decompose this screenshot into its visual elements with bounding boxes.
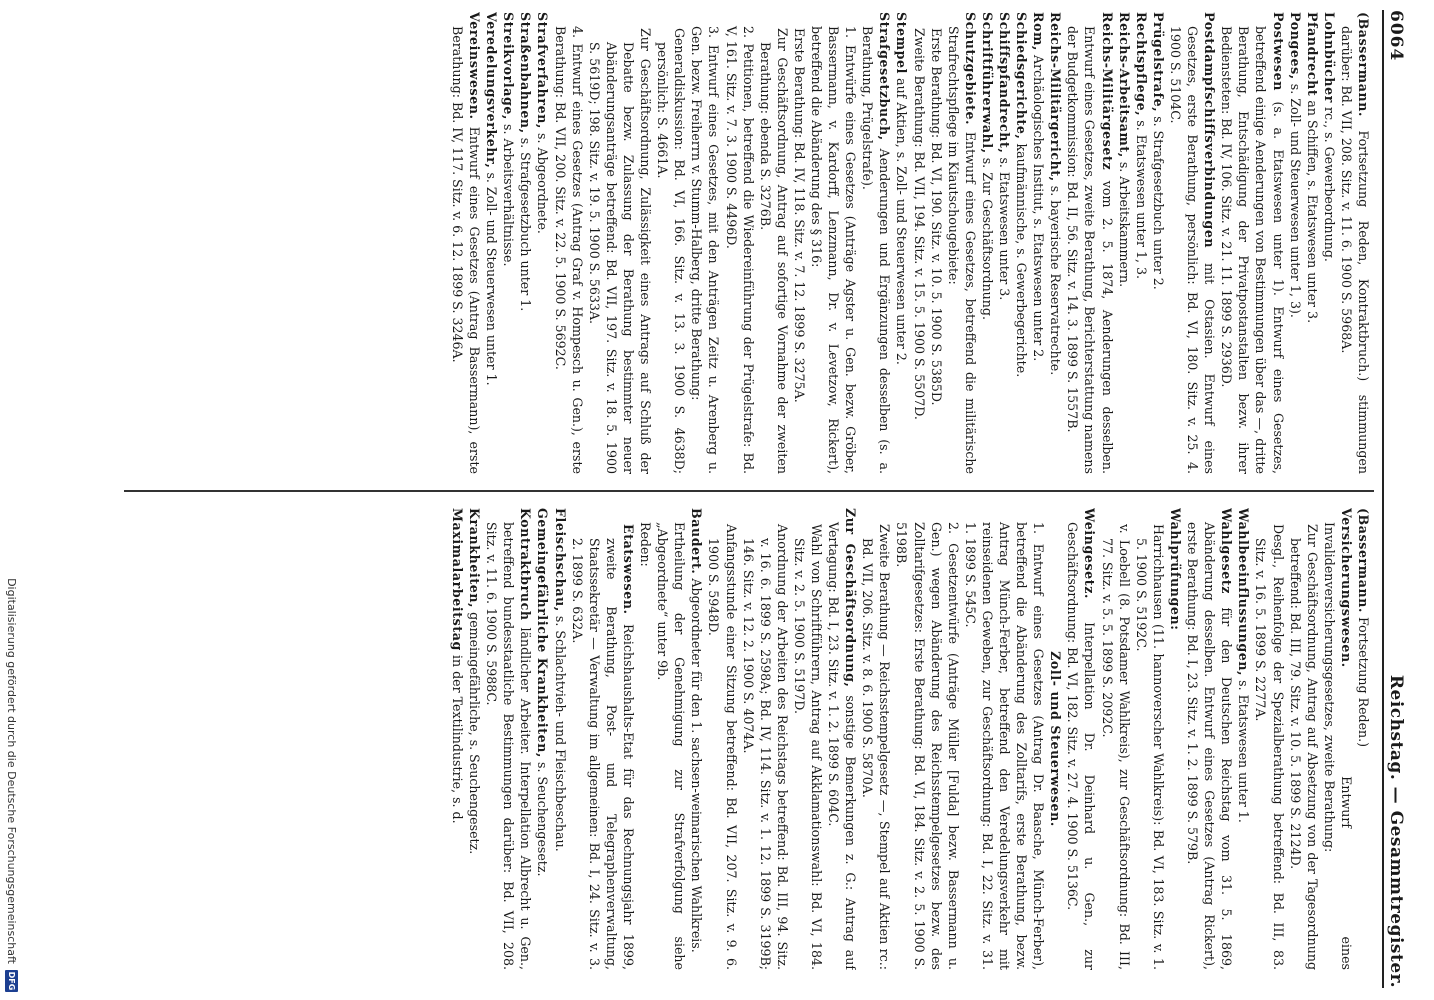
index-entry [534, 12, 551, 474]
index-entry [1235, 508, 1252, 970]
entry-keyword: Lohnbücher [1321, 12, 1337, 104]
entry-text: sonstige Bemerkungen z. G.: Antrag auf Vertagung: Bd. I, 23. Sitz. v. 1. 2. 1899 S. 604C. [826, 522, 859, 970]
entry-text: v. Loebell (8. Potsdamer Wahlkreis), zur Geschäftsordnung: Bd. III, 77. Sitz. v. 5. 5. 1899 S. 2092C. [1099, 524, 1132, 970]
entry-text: (s. a. Etatswesen unter 1). Entwurf eines Gesetzes, betreffend einige Aenderungen von Bestimmungen über das —, dritte Berathung, Entschädigung der Privatpostanstalten bezw. ihrer Bediensteten: Bd. IV, 106. Sitz. v. 21. 11. 1899 S. 2936D. [1219, 26, 1286, 474]
index-entry [1321, 508, 1355, 970]
entry-text: mit Ostasien. Entwurf eines Gesetzes, erste Berathung, persönlich: Bd. VI, 180. Sitz. v. 25. 4. 1900 S. 5104C. [1167, 26, 1218, 474]
entry-keyword: Baudert. [689, 508, 705, 575]
entry-text: s. Zoll- und Steuerwesen unter 1, 3). [1287, 79, 1303, 318]
index-entry [1167, 508, 1184, 970]
entry-text: Zur Geschäftsordnung, Antrag auf sofortige Vornahme der zweiten Berathung: ebenda S. 3276B. [757, 28, 790, 474]
entry-keyword: Vereinswesen. [467, 12, 483, 120]
entry-keyword: Rechtspflege, [1133, 12, 1149, 117]
index-entry [637, 508, 654, 970]
page-number: 6064 [1386, 10, 1406, 62]
entry-keyword: Zur Geschäftsordnung, [843, 508, 859, 688]
index-entry [705, 508, 739, 970]
entry-text: rc., s. Gewerbeordnung. [1321, 103, 1337, 262]
index-entry [979, 12, 996, 474]
dfg-credit: Digitalisierung gefördert durch die Deutsche Forschungsgemeinschaft [5, 578, 19, 964]
entry-keyword: Postwesen [1270, 12, 1286, 91]
entry-text: 1. Entwurf eines Gesetzes (Antrag Dr. Baasche, Münch-Ferber), betreffend die Abänderung des Zolltarifs, erste Berathung, bezw. Antrag Münch-Ferber, betreffend den Veredelungsverkehr mit reinseidenen Geweben, zur Geschäftsordnung: Bd. I, 22. Sitz. v. 31. 1. 1899 S. 545C. [962, 522, 1047, 970]
entry-keyword: Versicherungswesen. [1338, 508, 1354, 668]
index-entry [1287, 12, 1304, 474]
entry-text: s. Arbeitsverhältnisse. [501, 119, 517, 267]
index-entry [483, 508, 534, 970]
entry-keyword: Wahlprüfungen: [1167, 508, 1183, 631]
index-entry [449, 508, 466, 970]
index-entry [517, 12, 534, 474]
footer [4, 0, 20, 1000]
index-entry [569, 508, 637, 970]
entry-keyword: Strafgesetzbuch, [877, 12, 893, 141]
index-entry [1287, 508, 1321, 970]
entry-text: Zur Geschäftsordnung, Zulässigkeit eines Antrags auf Schluß der Debatte bezw. Zulassung der Berathung bestimmter neuer Abänderungsanträge betreffend: Bd. VII, 197. Sitz. v. 18. 5. 1900 S. 5619D; 198. Sitz. v. 19. 5. 1900 S. 5633A. [586, 28, 654, 474]
index-entry [1133, 508, 1167, 970]
index-entry [534, 508, 551, 970]
entry-text: in der Textilindustrie, s. d. [450, 650, 466, 824]
index-entry [1099, 508, 1133, 970]
index-entry [757, 12, 791, 474]
index-entry [1047, 508, 1064, 970]
dfg-logo-icon: DFG [7, 971, 17, 991]
entry-text: Abgeordneter für den 1. sachsen-weimarischen Wahlkreis. [689, 574, 705, 953]
index-entry [1116, 12, 1133, 474]
index-entry [859, 508, 893, 970]
entry-text: gemeingefährliche, s. Seuchengesetz. [467, 608, 483, 855]
entry-text: für den Deutschen Reichstag vom 31. 5. 1869, Abänderung desselben. Entwurf eines Gesetzes (Antrag Rickert), erste Berathung: Bd. I, 23. Sitz. v. 1. 2. 1899 S. 579B. [1185, 522, 1235, 970]
entry-keyword: Postdampfschiffsverbindungen [1202, 12, 1218, 249]
entry-text: Zweite Berathung: Bd. VII, 194. Sitz. v. 15. 5. 1900 S. 5507D. [911, 28, 927, 420]
entry-text: s. Schlachtvieh- und Fleischbeschau. [552, 611, 568, 852]
entry-keyword: (Bassermann. [1356, 12, 1371, 117]
entry-keyword: Gemeingefährliche Krankheiten, [535, 508, 551, 758]
entry-text: s. Strafgesetzbuch unter 2. [1150, 112, 1166, 290]
entry-text: Erste Berathung: Bd. IV, 118. Sitz. v. 7. 12. 1899 S. 3275A. [791, 28, 807, 403]
entry-text: Entwurf eines Invalidenversicherungsgesetzes, zweite Berathung: [1321, 522, 1354, 970]
entry-keyword: Etatswesen. [620, 524, 636, 615]
entry-text: s. Zur Geschäftsordnung. [979, 153, 995, 320]
entry-keyword: Wahlbeeinflussungen, [1236, 508, 1252, 677]
page-header [1382, 10, 1416, 988]
entry-keyword: Schiffspfandrecht, [997, 12, 1013, 154]
index-entry [586, 12, 654, 474]
entry-text: 2. Gesetzentwürfe (Anträge Müller [Fulda] bezw. Bassermann u. Gen.) wegen Abänderung des Reichsstempelgesetzes bezw. des Zolltarifgesetzes: Erste Berathung: Bd. VI, 184. Sitz. v. 2. 5. 1900 S. 5198B. [894, 522, 961, 970]
index-entry [552, 12, 586, 474]
entry-text: 1. Entwürfe eines Gesetzes (Anträge Agster u. Gen. bezw. Gröber, Bassermann, v. Kardorff, Lenzmann, Dr. v. Levetzow, Rickert), betreffend die Abänderung des § 316: [809, 26, 859, 474]
index-entry [825, 508, 859, 970]
entry-text: Desgl., Reihenfolge der Spezialberathung betreffend: Bd. III, 83. Sitz. v. 16. 5. 1899 S. 2277A. [1253, 524, 1286, 970]
entry-keyword: Reichs-Militärgericht, [1048, 12, 1064, 182]
entry-text: Zweite Berathung — Reichsstempelgesetz —, Stempel auf Aktien rc.: Bd. VII, 206. Sitz. v. 8. 6. 1900 S. 5870A. [860, 524, 893, 970]
entry-text: vom 2. 5. 1874, Aenderungen desselben. Entwurf eines Gesetzes, zweite Berathung, Berichterstattung namens der Budgetkommission: Bd. II, 56. Sitz. v. 14. 3. 1899 S. 1557B. [1065, 26, 1115, 474]
entry-text: Aenderungen und Ergänzungen desselben (s. a. Berathung, Prügelstrafe). [860, 26, 893, 474]
entry-text: Archäologisches Institut, s. Etatswesen unter 2. [1031, 50, 1047, 362]
entry-keyword: Reichs-Arbeitsamt, [1116, 12, 1132, 158]
index-entry [1030, 12, 1047, 474]
entry-text: kaufmännische, s. Gewerbegerichte. [1014, 139, 1030, 378]
entry-text: Reichshaushalts-Etat für das Rechnungsjahr 1899, zweite Berathung, Post- und Telegraphenverwaltung, Staatssekretär — Verwaltung im allgemeinen: Bd. I, 24. Sitz. v. 3. 2. 1899 S. 632A. [569, 538, 636, 970]
entry-keyword: Pongees, [1287, 12, 1303, 80]
entry-text: Anfangsstunde einer Sitzung betreffend: Bd. VII, 207. Sitz. v. 9. 6. 1900 S. 5948D. [706, 524, 739, 970]
entry-text: s. Strafgesetzbuch unter 1. [518, 133, 534, 312]
entry-text: 2. Petitionen, betreffend die Wiedereinführung der Prügelstrafe: Bd. V, 161. Sitz. v. 7. 3. 1900 S. 4496D. [723, 26, 756, 474]
entry-text: auf Aktien, s. Zoll- und Steuerwesen unter 2. [894, 74, 910, 365]
entry-keyword: Streikvorlage, [501, 12, 517, 120]
index-entry [996, 12, 1013, 474]
right-column [42, 508, 1372, 970]
column-divider [124, 490, 1374, 492]
index-entry [893, 508, 961, 970]
entry-text: Fortsetzung Reden.) [1356, 612, 1371, 748]
index-entry [552, 508, 569, 970]
index-entry [1252, 508, 1286, 970]
entry-text: Reden: [638, 522, 654, 567]
entry-keyword: Kontraktbruch [518, 508, 534, 621]
entry-keyword: Weingesetz. [1082, 508, 1098, 599]
index-entry [1133, 12, 1150, 474]
entry-text: s. Etatswesen unter 3. [997, 153, 1013, 301]
entry-text: 3. Entwurf eines Gesetzes, mit den Anträgen Zeitz u. Arenberg u. Gen. bezw. Freiherrn v. Stumm-Halberg, dritte Berathung: [689, 26, 722, 474]
entry-text: s. Etatswesen unter 1, 3. [1133, 116, 1149, 280]
entry-keyword: Reichs-Militärgesetz [1099, 12, 1115, 171]
index-entry [688, 508, 705, 970]
entry-keyword: Straßenbahnen, [518, 12, 534, 134]
entry-text: s. Zoll- und Steuerwesen unter 1. [484, 168, 500, 386]
entry-text: Anordnung der Arbeiten des Reichstags betreffend: Bd. III, 94. Sitz. v. 16. 6. 1899 S. 2598A; Bd. IV, 114. Sitz. v. 1. 12. 1899 S. 3199B; 146. Sitz. v. 12. 2. 1900 S. 4074A. [740, 524, 790, 970]
entry-text: 4. Entwurf eines Gesetzes (Antrag Graf v. Hompesch u. Gen.), erste Berathung: Bd. VII, 200. Sitz. v. 22. 5. 1900 S. 5692C. [552, 26, 585, 474]
index-entry [654, 12, 688, 474]
entry-keyword: Maximalarbeitstag [450, 508, 466, 651]
entry-keyword: (Bassermann. [1356, 508, 1371, 613]
index-entry [1184, 508, 1235, 970]
entry-text: Interpellation Dr. Deinhard u. Gen., zur Geschäftsordnung: Bd. VI, 182. Sitz. v. 27. 4. 1900 S. 5136C. [1065, 522, 1098, 970]
entry-text: Generaldiskussion: Bd. VI, 166. Sitz. v. 13. 3. 1900 S. 4638D; persönlich: S. 4661A. [655, 28, 688, 474]
entry-keyword: Pfandrecht [1304, 12, 1320, 97]
index-entry [1013, 12, 1030, 474]
entry-keyword: Strafverfahren, [535, 12, 551, 130]
entry-text: Wahl von Schriftführern, Antrag auf Akklamationswahl: Bd. VI, 184. Sitz. v. 2. 5. 1900 S. 5197D. [791, 524, 824, 970]
entry-text: Ertheilung der Genehmigung zur Strafverfolgung siehe „Abgeordnete“ unter 9b. [655, 522, 688, 970]
index-entry [654, 508, 688, 970]
index-entry [928, 12, 945, 474]
index-entry [1321, 12, 1338, 474]
index-entry [791, 508, 825, 970]
index-entry [1338, 12, 1372, 474]
left-column [42, 12, 1372, 474]
entry-keyword: Schriftführerwahl, [979, 12, 995, 154]
index-entry [1304, 12, 1321, 474]
entry-text: s. Etatswesen unter 1. [1236, 676, 1252, 823]
index-entry [1218, 12, 1286, 474]
entry-text: Erste Berathung: Bd. VI, 190. Sitz. v. 10. 5. 1900 S. 5385D. [928, 28, 944, 406]
index-entry [1150, 12, 1167, 474]
index-entry [449, 12, 483, 474]
index-entry [740, 508, 791, 970]
running-title: Reichstag. — Gesammtregister. [1386, 674, 1406, 988]
entry-text: ländlicher Arbeiter. Interpellation Albrecht u. Gen., betreffend bundesstaatliche Bestimmungen darüber: Bd. VII, 208. Sitz. v. 11. 6. 1900 S. 5988C. [484, 522, 534, 970]
index-entry [893, 12, 910, 474]
index-entry [1047, 12, 1064, 474]
entry-keyword: Fleischschau, [552, 508, 568, 612]
entry-text: an Schiffen, s. Etatswesen unter 3. [1304, 96, 1320, 324]
entry-keyword: Rom, [1031, 12, 1047, 51]
index-entry [500, 12, 517, 474]
entry-keyword: Schutzgebiete. [962, 12, 978, 126]
index-entry [722, 12, 756, 474]
index-entry [688, 12, 722, 474]
entry-text: Entwurf eines Gesetzes, betreffend die militärische Strafrechtspflege im Kiautschougebiete: [945, 26, 978, 474]
entry-text: Entwurf eines Gesetzes (Antrag Bassermann), erste Berathung: Bd. IV, 117. Sitz. v. 6. 12. 1899 S. 3246A. [450, 26, 483, 474]
index-entry [1064, 508, 1098, 970]
index-entry [1064, 12, 1115, 474]
entry-keyword: Prügelstrafe, [1150, 12, 1166, 113]
index-entry [1355, 508, 1372, 970]
entry-keyword: Schiedsgerichte, [1014, 12, 1030, 140]
index-entry [910, 12, 927, 474]
entry-keyword: Zoll- und Steuerwesen. [1048, 651, 1064, 827]
entry-keyword: Stempel [894, 12, 910, 75]
index-entry [859, 12, 893, 474]
entry-text: s. Seuchengesetz. [535, 757, 551, 877]
index-entry [945, 12, 979, 474]
entry-text: Zur Geschäftsordnung, Antrag auf Absetzung von der Tagesordnung betreffend: Bd. III, 79. Sitz. v. 10. 5. 1899 S. 2124D. [1287, 524, 1320, 970]
entry-text: s. Arbeitskammern. [1116, 157, 1132, 288]
entry-text: s. bayerische Reservatrechte. [1048, 181, 1064, 376]
entry-keyword: Krankheiten, [467, 508, 483, 609]
index-entry [791, 12, 808, 474]
entry-text: s. Abgeordnete. [535, 129, 551, 234]
index-entry [1167, 12, 1218, 474]
index-entry [483, 12, 500, 474]
entry-keyword: Wahlgesetz [1219, 508, 1235, 595]
index-entry [808, 12, 859, 474]
entry-text: Fortsetzung Reden, Kontraktbruch.) stimmungen darüber: Bd. VII, 208. Sitz. v. 11. 6. 1900 S. 5968A. [1338, 26, 1371, 474]
index-entry [466, 508, 483, 970]
entry-keyword: Veredelungsverkehr, [484, 12, 500, 169]
entry-text: Harrichhausen (11. hannoverscher Wahlkreis): Bd. VI, 183. Sitz. v. 1. 5. 1900 S. 5192C. [1133, 524, 1166, 970]
index-entry [962, 508, 1047, 970]
